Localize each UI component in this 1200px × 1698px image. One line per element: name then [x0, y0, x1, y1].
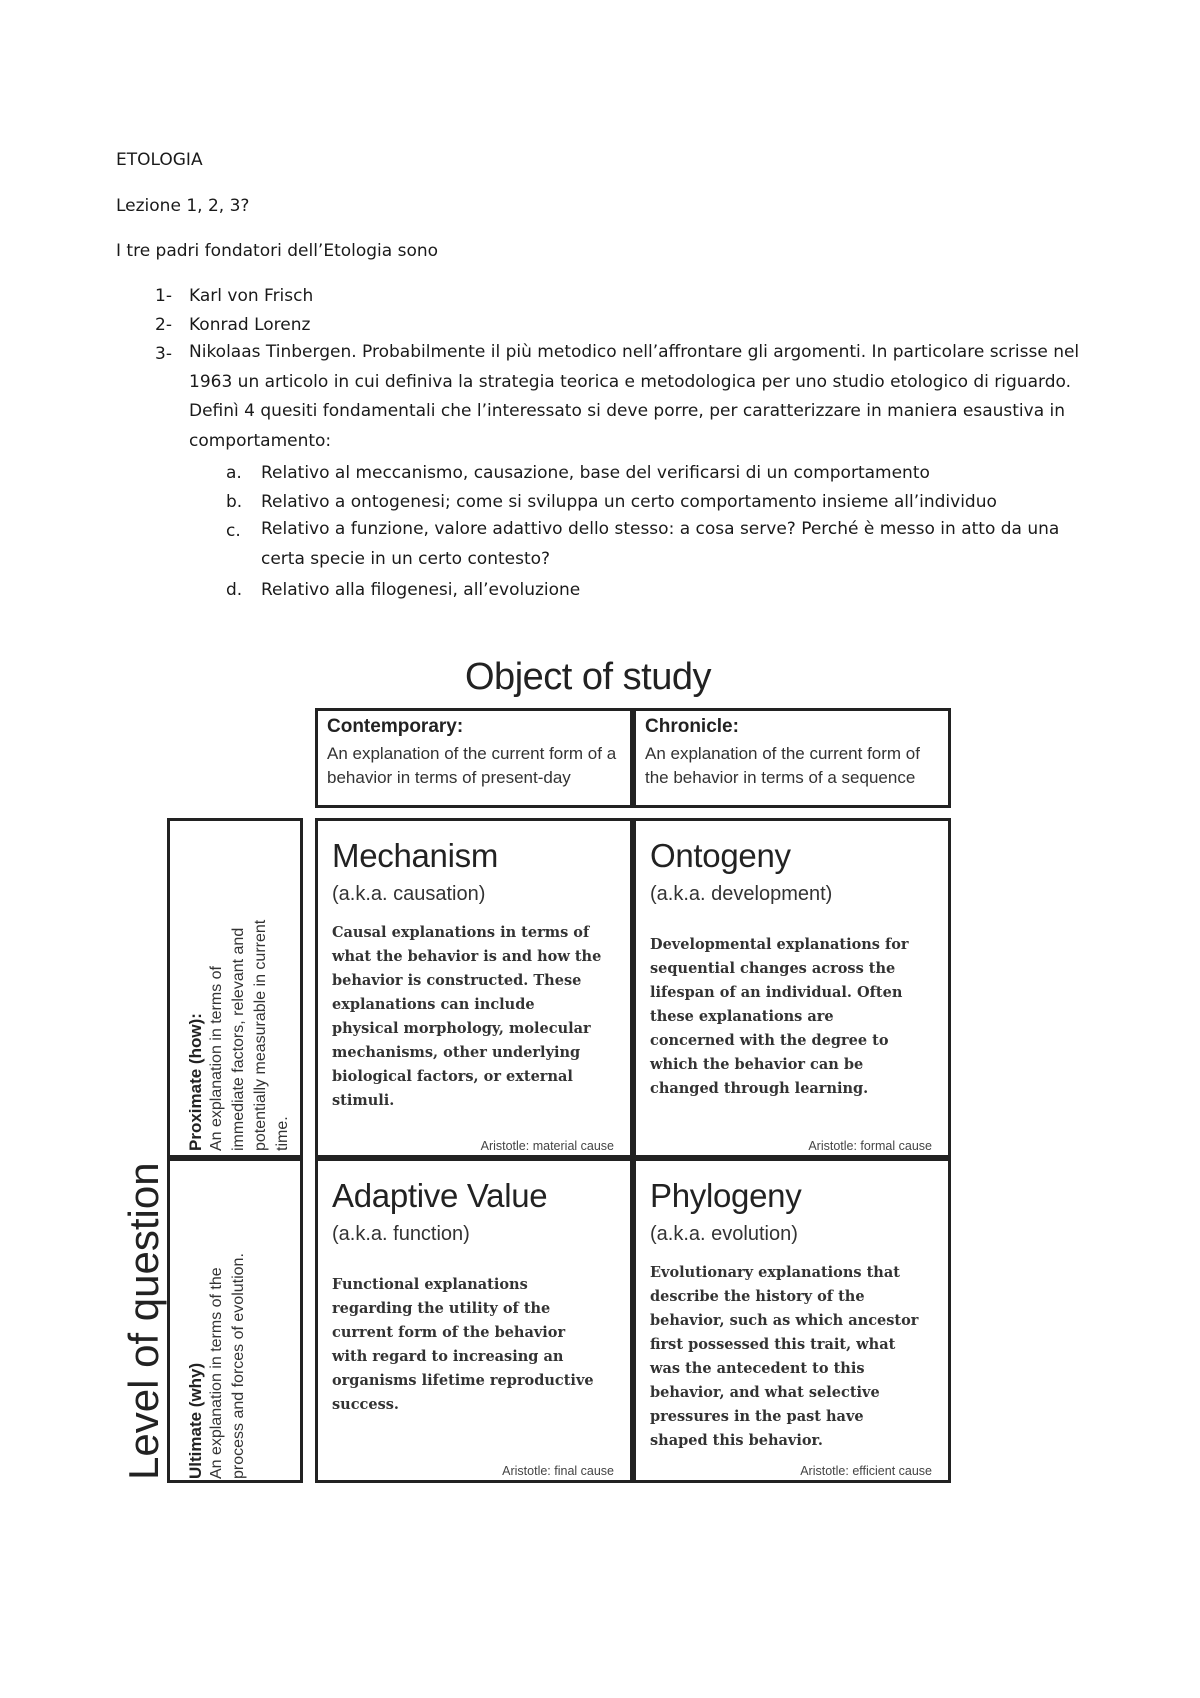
- cell-title: Adaptive Value: [332, 1177, 548, 1214]
- cell-aka: (a.k.a. development): [650, 883, 833, 905]
- cell-title: Mechanism: [332, 837, 499, 874]
- cell-description: Functional explanations regarding the utility of the current form of the behavior with regard to increasing an organisms lifetime reproductive success.: [332, 1276, 594, 1413]
- question-item: Relativo a funzione, valore adattivo dello stesso: a cosa serve? Perché è messo in atto da una certa specie in un certo contesto?: [261, 519, 1060, 569]
- column-heading: Chronicle:: [645, 716, 739, 737]
- founder-item: Konrad Lorenz: [189, 315, 311, 335]
- intro-line: I tre padri fondatori dell’Etologia sono: [116, 241, 439, 261]
- founder-item: Nikolaas Tinbergen. Probabilmente il più metodico nell’affrontare gli argomenti. In particolare scrisse nel 1963 un articolo in cui definiva la strategia teorica e metodologica per uno studio etologico di riguardo. Definì 4 quesiti fondamentali che l’interessato si deve porre, per caratterizzare in maniera esaustiva in comportamento:: [189, 342, 1080, 451]
- founder-number: 1-: [155, 286, 172, 306]
- cell-title: Phylogeny: [650, 1177, 802, 1214]
- founder-number: 2-: [155, 315, 172, 335]
- row-description-line: An explanation in terms of the: [208, 1267, 225, 1479]
- question-letter: b.: [226, 492, 243, 512]
- column-description: An explanation of the current form of the behavior in terms of a sequence: [645, 744, 920, 787]
- tinbergen-questions-diagram: [120, 650, 960, 1500]
- cell-aka: (a.k.a. function): [332, 1223, 470, 1245]
- row-heading: Ultimate (why): [186, 1362, 205, 1479]
- cell-phylogeny: [633, 1158, 951, 1483]
- cell-footer: Aristotle: formal cause: [808, 1139, 932, 1153]
- column-heading: Contemporary:: [327, 716, 464, 737]
- diagram-title: Object of study: [465, 656, 711, 698]
- row-header-ultimate: [167, 1158, 303, 1483]
- cell-footer: Aristotle: efficient cause: [800, 1464, 932, 1478]
- row-description-line: potentially measurable in current: [252, 919, 269, 1151]
- cell-aka: (a.k.a. evolution): [650, 1223, 798, 1245]
- cell-title: Ontogeny: [650, 837, 791, 874]
- row-description-line: time.: [274, 1116, 291, 1151]
- question-item: Relativo al meccanismo, causazione, base del verificarsi di un comportamento: [261, 463, 930, 483]
- document-heading: ETOLOGIA: [116, 150, 203, 170]
- cell-mechanism: [315, 818, 633, 1158]
- cell-description: Evolutionary explanations that describe the history of the behavior, such as which ancestor first possessed this trait, what was the antecedent to this behavior, and what selective pressures in the past have shaped this behavior.: [650, 1264, 919, 1449]
- cell-footer: Aristotle: final cause: [502, 1464, 614, 1478]
- row-description-line: process and forces of evolution.: [230, 1253, 247, 1479]
- question-item: Relativo alla filogenesi, all’evoluzione: [261, 580, 581, 600]
- cell-description: Causal explanations in terms of what the behavior is and how the behavior is constructed. These explanations can include physical morphology, molecular mechanisms, other underlying biological factors, or external stimuli.: [332, 924, 602, 1109]
- founder-item: Karl von Frisch: [189, 286, 314, 306]
- row-header-proximate: [167, 818, 303, 1158]
- column-header-contemporary: [315, 708, 633, 808]
- founder-number: 3-: [155, 344, 172, 364]
- lesson-line: Lezione 1, 2, 3?: [116, 196, 250, 216]
- cell-description: Developmental explanations for sequential changes across the lifespan of an individual. Often these explanations are concerned with the degree to which the behavior can be changed through learning.: [650, 936, 909, 1097]
- question-letter: d.: [226, 580, 243, 600]
- column-header-chronicle: [633, 708, 951, 808]
- cell-aka: (a.k.a. causation): [332, 883, 486, 905]
- row-heading: Proximate (how):: [186, 1013, 205, 1151]
- row-description-line: immediate factors, relevant and: [230, 927, 247, 1151]
- question-letter: c.: [226, 521, 241, 541]
- column-description: An explanation of the current form of a behavior in terms of present-day: [327, 744, 617, 787]
- level-of-question-label: Level of question: [120, 1162, 167, 1480]
- cell-adaptive-value: [315, 1158, 633, 1483]
- cell-footer: Aristotle: material cause: [480, 1139, 614, 1153]
- row-description-line: An explanation in terms of: [208, 966, 225, 1151]
- question-item: Relativo a ontogenesi; come si sviluppa un certo comportamento insieme all’individuo: [261, 492, 997, 512]
- question-letter: a.: [226, 463, 242, 483]
- row-header-text: [186, 920, 294, 1151]
- cell-ontogeny: [633, 818, 951, 1158]
- row-header-text: [186, 1253, 250, 1479]
